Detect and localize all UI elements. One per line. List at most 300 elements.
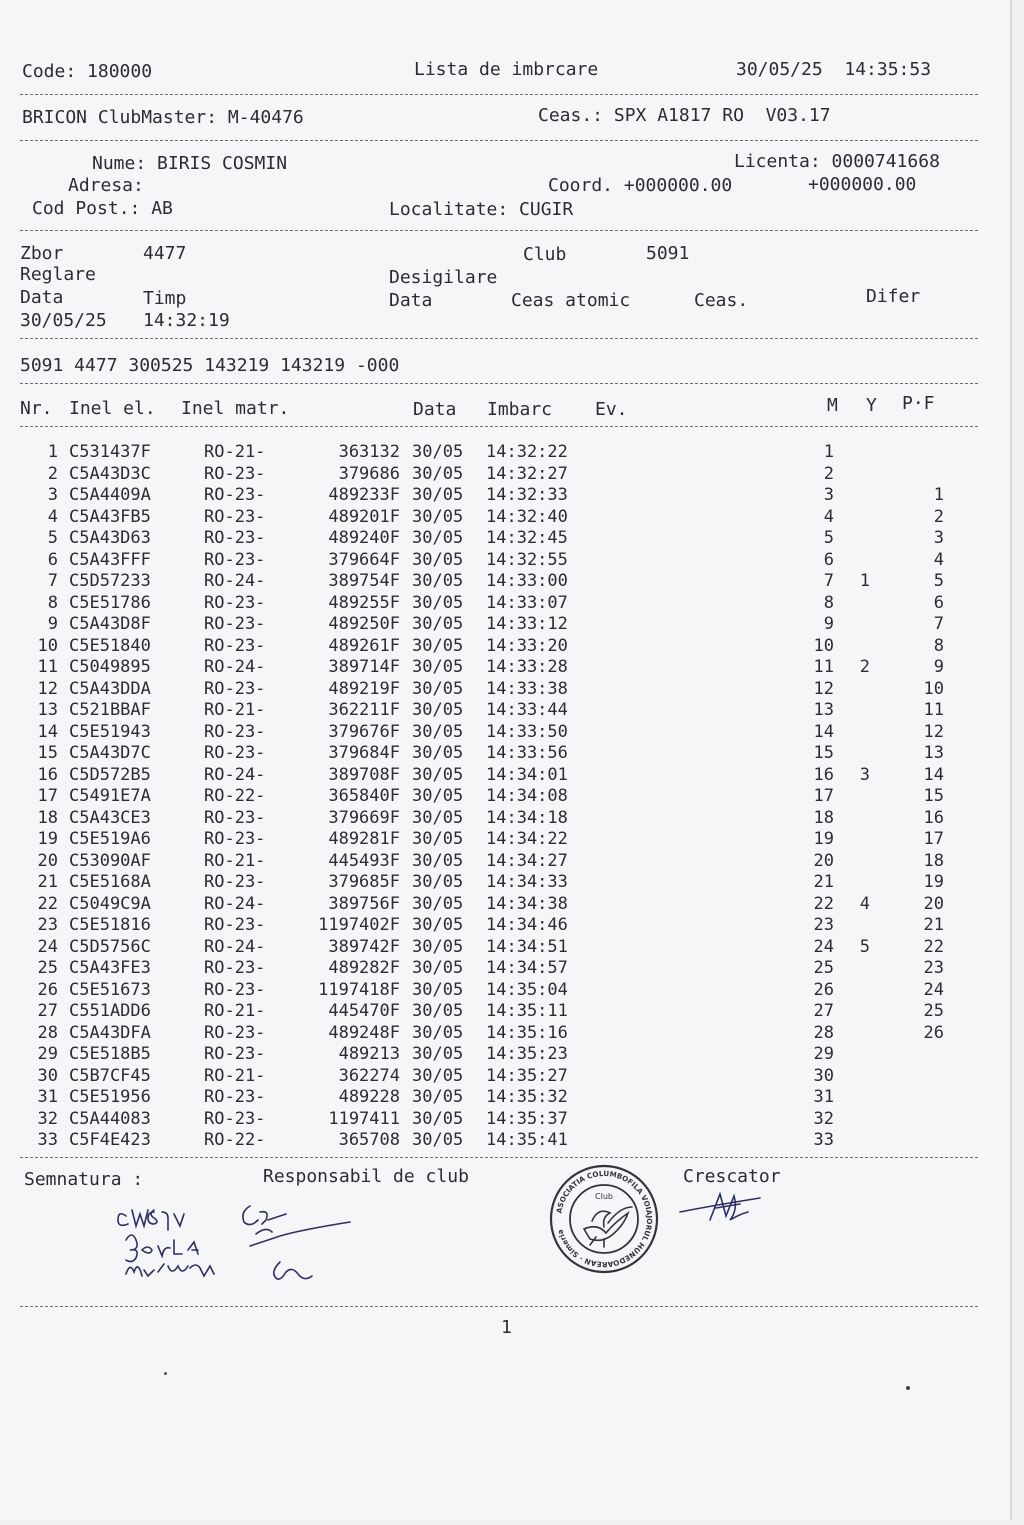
cell-y: 2 [859, 657, 870, 677]
cell-m: 25 [813, 958, 834, 978]
cell-nr: 25 [37, 958, 58, 978]
coordinates-second: +000000.00 [808, 174, 917, 195]
cell-m: 7 [823, 571, 834, 591]
cell-el: C53090AF [69, 850, 151, 871]
cell-el: C5A43D63 [69, 528, 151, 548]
table-row [0, 1023, 1000, 1044]
cell-nr: 6 [47, 549, 58, 570]
cell-nr: 28 [37, 1022, 58, 1043]
cell-pf: 18 [923, 850, 944, 871]
cell-matr: 389756F [328, 893, 400, 914]
cell-pre: RO-23- [204, 743, 266, 763]
cell-date: 30/05 [412, 936, 464, 957]
table-row [0, 980, 1000, 1001]
table-row [0, 872, 1000, 893]
table-row [0, 1109, 1000, 1130]
cell-matr: 1197402F [318, 915, 400, 935]
table-row [0, 485, 1000, 506]
cell-matr: 489248F [328, 1022, 400, 1043]
cell-pf: 12 [923, 721, 944, 742]
cell-el: C5A43CE3 [69, 807, 151, 828]
cell-nr: 11 [37, 657, 58, 677]
cell-time: 14:34:38 [486, 893, 568, 914]
cell-pf: 3 [933, 528, 944, 548]
address-label: Adresa: [68, 175, 144, 196]
cell-time: 14:32:33 [486, 485, 568, 505]
cell-nr: 23 [37, 915, 58, 935]
cell-nr: 1 [47, 442, 58, 462]
cell-el: C5049895 [69, 657, 151, 677]
divider [20, 1306, 978, 1307]
cell-time: 14:35:27 [486, 1065, 568, 1086]
cell-date: 30/05 [412, 807, 464, 828]
cell-m: 30 [813, 1065, 834, 1086]
col-ring-number: Inel matr. [181, 398, 290, 419]
cell-pf: 7 [933, 614, 944, 634]
cell-date: 30/05 [412, 485, 464, 505]
cell-pf: 21 [923, 915, 944, 935]
cell-el: C5A43FB5 [69, 506, 151, 527]
cell-matr: 489201F [328, 506, 400, 527]
cell-pf: 10 [923, 678, 944, 699]
cell-m: 4 [823, 506, 834, 527]
cell-date: 30/05 [412, 893, 464, 914]
code-label: Code: 180000 [22, 61, 153, 82]
cell-nr: 19 [37, 829, 58, 849]
cell-el: C551ADD6 [69, 1001, 151, 1021]
cell-matr: 489282F [328, 958, 400, 978]
cell-m: 23 [813, 915, 834, 935]
cell-time: 14:34:01 [486, 764, 568, 785]
cell-el: C5E51943 [69, 721, 151, 742]
cell-el: C5E51956 [69, 1087, 151, 1107]
cell-el: C5A43DDA [69, 678, 151, 699]
cell-time: 14:33:20 [486, 635, 568, 656]
cell-pre: RO-21- [204, 700, 266, 720]
cell-m: 19 [813, 829, 834, 849]
table-row [0, 915, 1000, 936]
cell-pf: 5 [933, 571, 944, 591]
cell-pre: RO-24- [204, 657, 266, 677]
cell-m: 12 [813, 678, 834, 699]
cell-date: 30/05 [412, 506, 464, 527]
breeder-label: Crescator [683, 1166, 781, 1187]
cell-matr: 362274 [338, 1065, 400, 1086]
cell-time: 14:34:27 [486, 850, 568, 871]
cell-m: 28 [813, 1022, 834, 1043]
cell-pre: RO-24- [204, 893, 266, 914]
cell-pre: RO-23- [204, 1044, 266, 1064]
cell-time: 14:32:45 [486, 528, 568, 548]
cell-m: 15 [813, 743, 834, 763]
clock-label: Ceas. [694, 290, 749, 311]
table-row [0, 1130, 1000, 1151]
cell-pf: 23 [923, 958, 944, 978]
cell-time: 14:33:56 [486, 743, 568, 763]
cell-pre: RO-21- [204, 442, 266, 462]
cell-date: 30/05 [412, 979, 464, 1000]
cell-m: 22 [813, 893, 834, 914]
divider [20, 1157, 978, 1158]
cell-matr: 445470F [328, 1001, 400, 1021]
cell-matr: 1197411 [328, 1108, 400, 1129]
cell-el: C5A44083 [69, 1108, 151, 1129]
cell-time: 14:34:22 [486, 829, 568, 849]
speck [164, 1372, 167, 1375]
atomic-clock-label: Ceas atomic [511, 290, 631, 311]
col-nr: Nr. [20, 398, 53, 419]
cell-time: 14:33:50 [486, 721, 568, 742]
cell-time: 14:35:23 [486, 1044, 568, 1064]
speck [906, 1386, 910, 1390]
cell-nr: 30 [37, 1065, 58, 1086]
cell-date: 30/05 [412, 614, 464, 634]
cell-date: 30/05 [412, 721, 464, 742]
cell-el: C5491E7A [69, 786, 151, 806]
cell-y: 3 [859, 764, 870, 785]
cell-nr: 4 [47, 506, 58, 527]
cell-nr: 13 [37, 700, 58, 720]
cell-date: 30/05 [412, 700, 464, 720]
cell-el: C5A43DFA [69, 1022, 151, 1043]
cell-time: 14:32:22 [486, 442, 568, 462]
table-row [0, 571, 1000, 592]
cell-el: C5E51816 [69, 915, 151, 935]
cell-m: 20 [813, 850, 834, 871]
table-row [0, 894, 1000, 915]
cell-el: C5E518B5 [69, 1044, 151, 1064]
cell-el: C5D57233 [69, 571, 151, 591]
cell-pre: RO-23- [204, 958, 266, 978]
cell-el: C531437F [69, 442, 151, 462]
coordinates: Coord. +000000.00 [548, 175, 733, 196]
cell-m: 32 [813, 1108, 834, 1129]
cell-time: 14:34:51 [486, 936, 568, 957]
cell-el: C5A43FE3 [69, 958, 151, 978]
col-ev: Ev. [595, 399, 628, 420]
cell-pre: RO-21- [204, 850, 266, 871]
cell-matr: 489233F [328, 485, 400, 505]
cell-nr: 10 [37, 635, 58, 656]
cell-pf: 25 [923, 1001, 944, 1021]
divider [20, 426, 978, 427]
cell-matr: 379686 [338, 463, 400, 484]
cell-date: 30/05 [412, 786, 464, 806]
cell-nr: 33 [37, 1130, 58, 1150]
cell-pre: RO-23- [204, 915, 266, 935]
cell-date: 30/05 [412, 635, 464, 656]
cell-date: 30/05 [412, 764, 464, 785]
cell-time: 14:34:57 [486, 958, 568, 978]
print-datetime: 30/05/25 14:35:53 [736, 59, 932, 80]
col-y: Y [866, 395, 877, 416]
cell-nr: 2 [47, 463, 58, 484]
postal-code: Cod Post.: AB [32, 198, 173, 219]
cell-nr: 20 [37, 850, 58, 871]
cell-pre: RO-23- [204, 872, 266, 892]
cell-m: 17 [813, 786, 834, 806]
cell-nr: 32 [37, 1108, 58, 1129]
cell-matr: 389754F [328, 571, 400, 591]
cell-pre: RO-21- [204, 1065, 266, 1086]
cell-pre: RO-23- [204, 635, 266, 656]
cell-el: C5E51840 [69, 635, 151, 656]
cell-nr: 17 [37, 786, 58, 806]
cell-time: 14:34:46 [486, 915, 568, 935]
table-row [0, 937, 1000, 958]
cell-date: 30/05 [412, 1087, 464, 1107]
setting-time: 14:32:19 [143, 310, 230, 331]
cell-pf: 22 [923, 936, 944, 957]
setting-date-label: Data [20, 287, 64, 308]
cell-time: 14:33:28 [486, 657, 568, 677]
cell-matr: 489228 [338, 1087, 400, 1107]
cell-date: 30/05 [412, 657, 464, 677]
cell-matr: 489219F [328, 678, 400, 699]
cell-pf: 26 [923, 1022, 944, 1043]
signature-label: Semnatura : [24, 1169, 144, 1190]
cell-date: 30/05 [412, 829, 464, 849]
cell-m: 31 [813, 1087, 834, 1107]
table-row [0, 1001, 1000, 1022]
table-row [0, 657, 1000, 678]
cell-el: C5F4E423 [69, 1130, 151, 1150]
cell-time: 14:33:07 [486, 592, 568, 613]
table-row [0, 743, 1000, 764]
table-row [0, 1044, 1000, 1065]
cell-matr: 489250F [328, 614, 400, 634]
cell-matr: 363132 [338, 442, 400, 462]
cell-pre: RO-23- [204, 807, 266, 828]
cell-date: 30/05 [412, 958, 464, 978]
cell-matr: 365840F [328, 786, 400, 806]
club-responsible-label: Responsabil de club [263, 1166, 469, 1187]
col-basketing: Imbarc [487, 399, 553, 420]
cell-date: 30/05 [412, 528, 464, 548]
cell-y: 4 [859, 893, 870, 914]
cell-nr: 12 [37, 678, 58, 699]
table-row [0, 614, 1000, 635]
cell-pre: RO-24- [204, 571, 266, 591]
cell-nr: 18 [37, 807, 58, 828]
divider [20, 230, 978, 231]
cell-pre: RO-23- [204, 979, 266, 1000]
table-row [0, 528, 1000, 549]
handwritten-signatures [110, 1190, 360, 1290]
divider [20, 140, 978, 141]
cell-m: 16 [813, 764, 834, 785]
cell-el: C5049C9A [69, 893, 151, 914]
cell-m: 1 [823, 442, 834, 462]
fancier-name: Nume: BIRIS COSMIN [92, 153, 288, 174]
table-row [0, 829, 1000, 850]
difference-label: Difer [866, 286, 921, 307]
cell-time: 14:33:44 [486, 700, 568, 720]
cell-pf: 11 [923, 700, 944, 720]
cell-el: C5A43D8F [69, 614, 151, 634]
table-row [0, 679, 1000, 700]
cell-nr: 27 [37, 1001, 58, 1021]
cell-pre: RO-23- [204, 721, 266, 742]
club-number: 5091 [646, 243, 690, 264]
cell-nr: 16 [37, 764, 58, 785]
cell-pre: RO-23- [204, 829, 266, 849]
cell-m: 2 [823, 463, 834, 484]
cell-el: C5B7CF45 [69, 1065, 151, 1086]
cell-date: 30/05 [412, 1108, 464, 1129]
cell-pf: 2 [933, 506, 944, 527]
cell-pre: RO-22- [204, 1130, 266, 1150]
cell-el: C521BBAF [69, 700, 151, 720]
cell-nr: 31 [37, 1087, 58, 1107]
col-date: Data [413, 399, 457, 420]
cell-pf: 15 [923, 786, 944, 806]
cell-m: 8 [823, 592, 834, 613]
cell-el: C5E5168A [69, 872, 151, 892]
license-number: Licenta: 0000741668 [734, 151, 940, 172]
cell-nr: 29 [37, 1044, 58, 1064]
table-row [0, 464, 1000, 485]
cell-matr: 389708F [328, 764, 400, 785]
cell-time: 14:33:12 [486, 614, 568, 634]
cell-matr: 362211F [328, 700, 400, 720]
table-row [0, 765, 1000, 786]
cell-matr: 489261F [328, 635, 400, 656]
page-number: 1 [501, 1317, 512, 1338]
cell-date: 30/05 [412, 463, 464, 484]
cell-time: 14:35:37 [486, 1108, 568, 1129]
cell-date: 30/05 [412, 850, 464, 871]
table-row [0, 550, 1000, 571]
cell-m: 11 [813, 657, 834, 677]
cell-pre: RO-24- [204, 764, 266, 785]
cell-m: 21 [813, 872, 834, 892]
cell-pf: 20 [923, 893, 944, 914]
cell-pf: 6 [933, 592, 944, 613]
cell-m: 13 [813, 700, 834, 720]
setting-heading: Reglare [20, 264, 96, 285]
cell-pf: 8 [933, 635, 944, 656]
cell-matr: 489281F [328, 829, 400, 849]
table-row [0, 808, 1000, 829]
table-row [0, 1087, 1000, 1108]
cell-pf: 4 [933, 549, 944, 570]
cell-m: 26 [813, 979, 834, 1000]
cell-nr: 7 [47, 571, 58, 591]
cell-date: 30/05 [412, 571, 464, 591]
divider [20, 383, 978, 384]
table-row [0, 958, 1000, 979]
cell-time: 14:34:18 [486, 807, 568, 828]
cell-pre: RO-23- [204, 506, 266, 527]
table-row [0, 636, 1000, 657]
cell-m: 27 [813, 1001, 834, 1021]
cell-m: 29 [813, 1044, 834, 1064]
cell-nr: 8 [47, 592, 58, 613]
cell-pre: RO-23- [204, 614, 266, 634]
cell-date: 30/05 [412, 442, 464, 462]
cell-time: 14:35:11 [486, 1001, 568, 1021]
club-stamp [548, 1163, 660, 1275]
cell-matr: 379685F [328, 872, 400, 892]
cell-date: 30/05 [412, 549, 464, 570]
setting-date: 30/05/25 [20, 310, 107, 331]
cell-m: 5 [823, 528, 834, 548]
cell-el: C5A43FFF [69, 549, 151, 570]
cell-pf: 24 [923, 979, 944, 1000]
cell-el: C5E51786 [69, 592, 151, 613]
cell-m: 6 [823, 549, 834, 570]
cell-matr: 379684F [328, 743, 400, 763]
cell-pre: RO-23- [204, 1022, 266, 1043]
cell-el: C5E51673 [69, 979, 151, 1000]
cell-matr: 379669F [328, 807, 400, 828]
cell-matr: 489255F [328, 592, 400, 613]
table-row [0, 722, 1000, 743]
cell-el: C5D5756C [69, 936, 151, 957]
cell-m: 18 [813, 807, 834, 828]
setting-time-label: Timp [143, 288, 187, 309]
cell-date: 30/05 [412, 1130, 464, 1150]
cell-y: 1 [859, 571, 870, 591]
cell-date: 30/05 [412, 678, 464, 699]
cell-pre: RO-23- [204, 592, 266, 613]
cell-pre: RO-24- [204, 936, 266, 957]
col-pf: P·F [902, 393, 935, 414]
cell-pre: RO-23- [204, 1108, 266, 1129]
cell-m: 9 [823, 614, 834, 634]
cell-pre: RO-22- [204, 786, 266, 806]
cell-matr: 379676F [328, 721, 400, 742]
cell-date: 30/05 [412, 743, 464, 763]
cell-time: 14:33:00 [486, 571, 568, 591]
cell-time: 14:34:33 [486, 872, 568, 892]
flight-label: Zbor [20, 243, 64, 264]
col-electronic-ring: Inel el. [69, 398, 156, 419]
cell-matr: 1197418F [318, 979, 400, 1000]
cell-nr: 9 [47, 614, 58, 634]
cell-date: 30/05 [412, 1044, 464, 1064]
locality: Localitate: CUGIR [389, 199, 574, 220]
cell-time: 14:35:41 [486, 1130, 568, 1150]
cell-time: 14:32:27 [486, 463, 568, 484]
cell-date: 30/05 [412, 592, 464, 613]
cell-el: C5A43D7C [69, 743, 151, 763]
cell-nr: 15 [37, 743, 58, 763]
svg-text:Club: Club [595, 1192, 613, 1201]
cell-time: 14:32:40 [486, 506, 568, 527]
table-row [0, 1066, 1000, 1087]
cell-m: 3 [823, 485, 834, 505]
table-row [0, 593, 1000, 614]
table-row [0, 786, 1000, 807]
cell-matr: 489240F [328, 528, 400, 548]
cell-pf: 9 [933, 657, 944, 677]
table-row [0, 507, 1000, 528]
cell-time: 14:34:08 [486, 786, 568, 806]
cell-matr: 389714F [328, 657, 400, 677]
svg-text:ASOCIATIA COLUMBOFILA VOIAJORU: ASOCIATIA COLUMBOFILA VOIAJORUL HUNEDOAREAN · Simeria [554, 1168, 655, 1270]
cell-el: C5A4409A [69, 485, 151, 505]
cell-el: C5D572B5 [69, 764, 151, 785]
col-m: M [827, 395, 838, 416]
cell-pre: RO-21- [204, 1001, 266, 1021]
cell-el: C5E519A6 [69, 829, 151, 849]
page-title: Lista de imbrcare [414, 59, 599, 80]
cell-pf: 19 [923, 872, 944, 892]
breeder-signature [676, 1190, 766, 1226]
club-label: Club [523, 244, 567, 265]
